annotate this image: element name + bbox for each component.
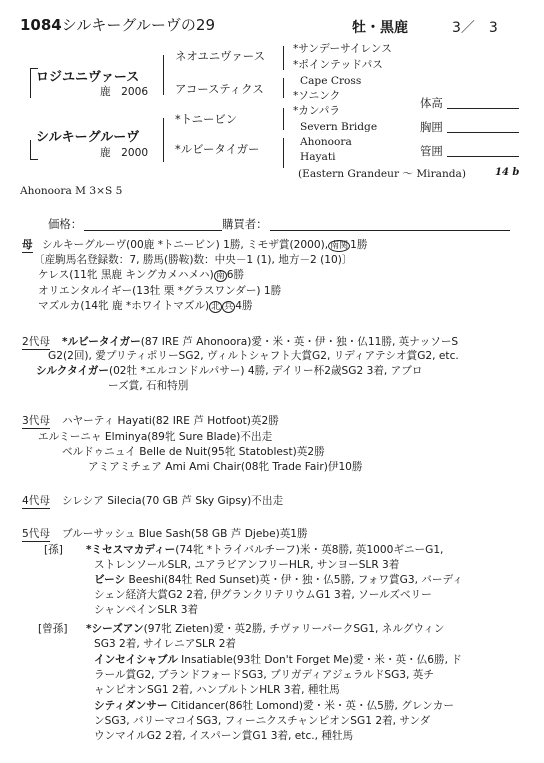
- g5-h2-line-3: ャンピオンSG1 2着, ハンプルトンHLR 3着, 種牡馬: [94, 684, 340, 696]
- bracket-line: [283, 138, 284, 168]
- dam-line-2: 〔産駒馬名登録数：7, 勝馬(勝鞍)数：中央－1 (1), 地方－2 (10)〕: [34, 254, 353, 266]
- g3-line-3: ベルドゥニュイ Belle de Nuit(95牝 Statoblest)英2勝: [62, 446, 325, 458]
- dam-line-5-wins: 4勝: [235, 300, 253, 312]
- g5-m1-line-2: ストレンソールSLR, ユアラビアンフリーHLR, サンヨーSLR 3着: [94, 559, 400, 571]
- g5-m2-text: Beeshi(84牡 Red Sunset)英・伊・独・仏5勝, フォワ賞G3, バーディ: [128, 574, 463, 586]
- g2-line-1: [62, 335, 458, 349]
- dam-line-3-wins: 6勝: [226, 269, 245, 281]
- dd-dam: (Eastern Grandeur ～ Miranda): [298, 168, 466, 180]
- dam-color-year: 鹿 2000: [100, 147, 149, 159]
- dd-sire-2: Hayati: [300, 151, 336, 163]
- dam-name: シルキーグルーヴ: [36, 130, 140, 145]
- g2-progeny-name: シルクタイガー: [36, 365, 109, 377]
- g5-h2-text: Insatiable(93牡 Don't Forget Me)愛・米・英・仏6勝, ド: [181, 654, 462, 666]
- g5-h3-line-3: ウンマイルG2 2着, イスパーン賞G1 3着, etc., 種牡馬: [94, 730, 354, 742]
- dd-sire-1: Ahonoora: [300, 136, 352, 148]
- ds-dam: Severn Bridge: [300, 121, 378, 133]
- g5-m2-line-3: シャンペインSLR 3着: [94, 604, 199, 616]
- g5-line-1: ブルーサッシュ Blue Sash(58 GB 芦 Djebe)英1勝: [62, 528, 308, 540]
- sire-color-year: 鹿 2006: [100, 86, 149, 98]
- g3-line-2: エルミーニャ Elminya(89牝 Sure Blade)不出走: [38, 431, 273, 443]
- price-field: [84, 230, 222, 231]
- dam-line-5: [38, 299, 253, 313]
- ss-dam: *ポインテッドパス: [293, 59, 383, 71]
- g4-line-1: シレシア Silecia(70 GB 芦 Sky Gipsy)不出走: [62, 495, 284, 507]
- g5-m2-name: ビーシ: [94, 574, 126, 586]
- inbreeding: Ahonoora M 3×S 5: [20, 185, 123, 197]
- g3-tag: 3代母: [22, 415, 50, 427]
- g2-tag: 2代母: [22, 336, 50, 348]
- great-grandchild-label: [曾孫]: [38, 623, 68, 635]
- sire-dam: アコースティクス: [175, 82, 264, 96]
- g5-h1-line-2: SG3 2着, サイレニアSLR 2着: [94, 638, 237, 650]
- g3-line-1: ハヤーティ Hayati(82 IRE 芦 Hotfoot)英2勝: [62, 415, 279, 427]
- dam-line-1-wins: 1勝: [350, 239, 368, 251]
- g2-horse-name: *ルビータイガー: [62, 336, 141, 348]
- height-label: 体高: [420, 96, 443, 110]
- ds-sire: *カンパラ: [293, 105, 340, 117]
- g5-h3-text: Citidancer(86牡 Lomond)愛・米・英・仏5勝, グレンカー: [170, 700, 454, 712]
- g2-line-3: [36, 364, 422, 378]
- bracket-line: [30, 68, 31, 98]
- dam-line-3-text: ケレス(11牝 黒鹿 キングカメハメハ): [38, 269, 214, 281]
- dam-line-1-text: シルキーグルーヴ(00鹿 *トニービン) 1勝, ミモザ賞(2000),: [42, 239, 329, 251]
- page-number: 3／ 3: [452, 20, 498, 36]
- sire-name: ロジユニヴァース: [36, 70, 140, 85]
- g2-line-1-text: (87 IRE 芦 Ahonoora)愛・米・英・伊・独・仏11勝, 英ナッソーS: [140, 336, 459, 348]
- bracket-line: [283, 78, 284, 98]
- g5-h3-name: シティダンサー: [94, 700, 168, 712]
- dam-line-1: [42, 238, 367, 252]
- g5-m1-line-1: [86, 543, 443, 557]
- height-underline: [447, 108, 519, 109]
- g5-h1-text: (97牝 Zieten)愛・英2勝, チヴァリーパークSG1, ネルグウィン: [143, 623, 445, 635]
- bracket-line: [163, 55, 164, 95]
- g4-tag: 4代母: [22, 495, 50, 507]
- chest-label: 胸囲: [420, 120, 443, 134]
- grandchild-label: [孫]: [44, 544, 63, 556]
- lot-number: 1084: [20, 16, 62, 34]
- dam-dam: *ルビータイガー: [175, 142, 260, 156]
- bracket-line: [163, 118, 164, 162]
- g3-line-4: アミアミチェア Ami Ami Chair(08牝 Trade Fair)伊10勝: [88, 461, 363, 473]
- g5-h2-name: インセイシャブル: [94, 654, 178, 666]
- g5-h2-line-1: [94, 653, 462, 667]
- ss-sire: *サンデーサイレンス: [293, 43, 392, 55]
- price-label: 価格：: [48, 217, 83, 231]
- region-badge: 南: [215, 271, 225, 281]
- g2-line-2: G2(2回), 愛プリティポリーSG2, ヴィルトシャフト大賞G2, リディアテシオ賞G2, etc.: [48, 350, 459, 362]
- g2-line-3-text: (02牡 *エルコンドルパサー) 4勝, デイリー杯2歳SG2 3着, アブロ: [108, 365, 423, 377]
- bracket-line: [30, 159, 38, 160]
- g5-h3-line-1: [94, 699, 454, 713]
- g2-line-4: ーズ賞, 石和特別: [108, 380, 189, 392]
- region-badge: 北: [211, 302, 221, 312]
- g5-m2-line-2: シェン経済大賞G2 2着, 伊グランクリテリウムG1 3着, ソールズベリー: [94, 589, 432, 601]
- cannon-underline: [447, 156, 519, 157]
- dam-line-3: [38, 268, 244, 282]
- g5-h1-name: *シーズアン: [86, 623, 144, 635]
- g5-m1-text: (74牝 *トライバルチーフ)米・英8勝, 英1000ギニーG1,: [175, 544, 444, 556]
- g5-m1-name: *ミセスマカディー: [86, 544, 176, 556]
- g5-h2-line-2: ラール賞G2, ブランドフォードSG3, ブリガディアジェラルドSG3, 英チ: [94, 669, 434, 681]
- family-number: 14 b: [495, 167, 520, 178]
- dam-line-5-text: マズルカ(14牝 鹿 *ホワイトマズル): [38, 300, 210, 312]
- buyer-field: [270, 230, 510, 231]
- sd-sire: Cape Cross: [300, 75, 362, 87]
- chest-underline: [447, 132, 519, 133]
- region-badge: 南関: [330, 241, 349, 251]
- dam-tag: 母: [22, 239, 33, 251]
- bracket-line: [283, 46, 284, 70]
- bracket-line: [30, 140, 31, 160]
- dam-line-4: オリエンタルイギー(13牡 栗 *グラスワンダー) 1勝: [38, 285, 282, 297]
- bracket-line: [283, 108, 284, 130]
- sire-sire: ネオユニヴァース: [175, 49, 265, 63]
- cannon-label: 管囲: [420, 144, 443, 158]
- buyer-label: 購買者：: [222, 217, 268, 231]
- sd-dam: *ソニンク: [293, 90, 341, 102]
- g5-tag: 5代母: [22, 528, 50, 540]
- lot-title: [20, 16, 215, 34]
- dam-sire: *トニービン: [175, 112, 238, 126]
- g5-h1-line-1: [86, 622, 444, 636]
- region-badge: 兵: [224, 302, 234, 312]
- horse-title: シルキーグルーヴの29: [61, 16, 216, 34]
- sex-color: 牡・黒鹿: [352, 20, 408, 36]
- g5-m2-line-1: [94, 573, 463, 587]
- g5-h3-line-2: ンSG3, バリーマコイSG3, フィーニクスチャンピオンSG1 2着, サンダ: [94, 715, 431, 727]
